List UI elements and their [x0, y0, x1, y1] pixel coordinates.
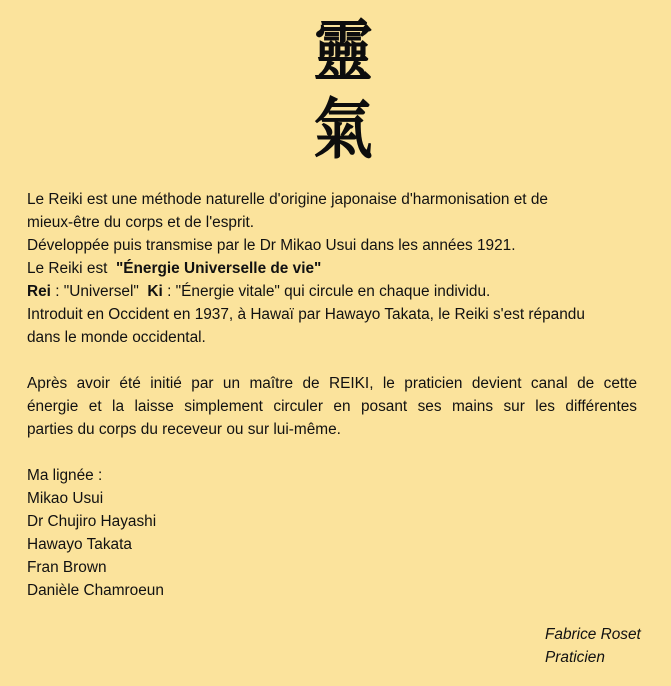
rei-label: Rei — [27, 283, 51, 300]
lineage-item: Hawayo Takata — [27, 536, 132, 553]
intro-line-7: dans le monde occidental. — [27, 329, 206, 346]
rei-text: : "Universel" — [50, 283, 148, 300]
signature-name: Fabrice Roset — [545, 626, 641, 643]
intro-line-4 — [27, 257, 637, 280]
main-text — [27, 188, 637, 602]
intro-line-6: Introduit en Occident en 1937, à Hawaï par Hawayo Takata, le Reiki s'est répandu — [27, 306, 585, 323]
signature-role: Praticien — [545, 649, 605, 666]
kanji-rei: 靈 — [313, 12, 373, 90]
ki-text: : "Énergie vitale" qui circule en chaque individu. — [162, 283, 491, 300]
intro-line-1: Le Reiki est une méthode naturelle d'origine japonaise d'harmonisation et de — [27, 191, 548, 208]
intro-line-3: Développée puis transmise par le Dr Mikao Usui dans les années 1921. — [27, 237, 516, 254]
reiki-definition-prefix: Le Reiki est — [27, 260, 116, 277]
reiki-calligraphy — [303, 12, 383, 168]
lineage-item: Mikao Usui — [27, 490, 104, 507]
lineage-item: Dr Chujiro Hayashi — [27, 513, 157, 530]
practice-line-2: énergie et la laisse simplement circuler en posant ses mains sur les différentes — [27, 398, 637, 415]
intro-line-2: mieux-être du corps et de l'esprit. — [27, 214, 255, 231]
lineage-item: Danièle Chamroeun — [27, 582, 164, 599]
intro-paragraph — [27, 188, 637, 349]
kanji-ki: 氣 — [313, 90, 373, 168]
practice-line-1: Après avoir été initié par un maître de REIKI, le praticien devient canal de cette — [27, 375, 637, 392]
ki-label: Ki — [147, 283, 163, 300]
reiki-definition-bold: "Énergie Universelle de vie" — [115, 260, 322, 277]
signature — [545, 623, 641, 669]
intro-line-5 — [27, 280, 637, 303]
practice-line-3: parties du corps du receveur ou sur lui-même. — [27, 421, 341, 438]
lineage-title: Ma lignée : — [27, 467, 103, 484]
practice-paragraph — [27, 372, 637, 441]
lineage-list — [27, 464, 637, 602]
lineage-item: Fran Brown — [27, 559, 107, 576]
